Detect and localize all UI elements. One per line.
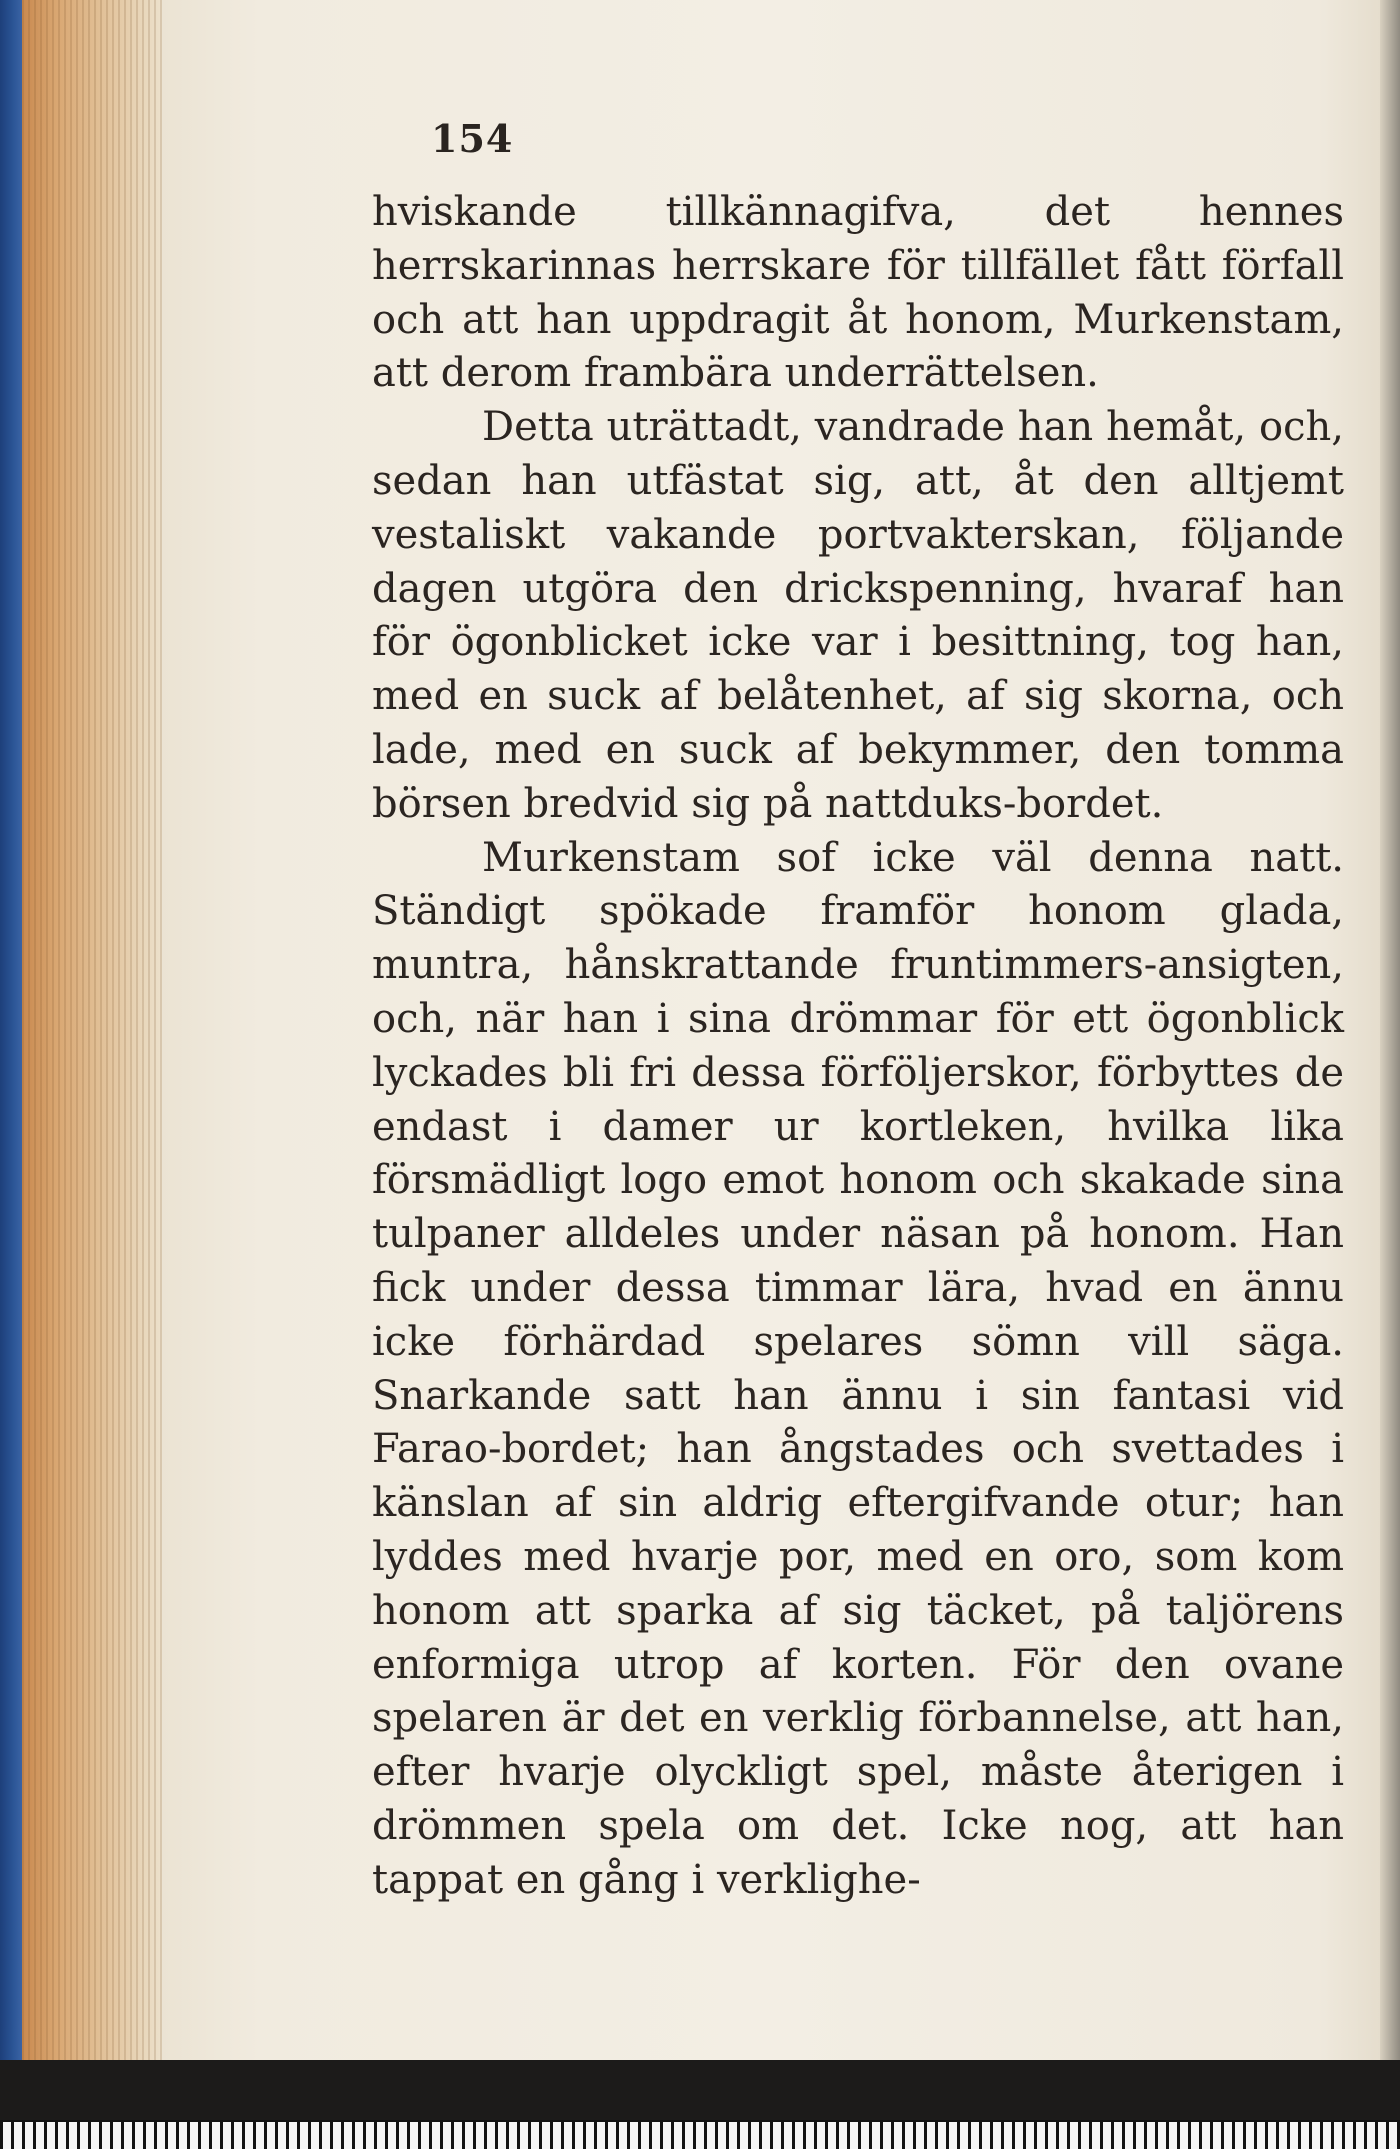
scan-bottom-bar xyxy=(0,2060,1400,2120)
page-text xyxy=(372,186,1344,1908)
page-number: 154 xyxy=(431,116,514,161)
scan-ruler xyxy=(0,2120,1400,2149)
paragraph: Murkenstam sof icke väl denna natt. Ständigt spökade framför honom glada, muntra, hånskrattande fruntimmers-ansigten, och, när han i sina drömmar för ett ögonblick lyckades bli fri dessa förföljerskor, förbyttes de endast i damer ur kortleken, hvilka lika försmädligt logo emot honom och skakade sina tulpaner alldeles under näsan på honom. Han fick under dessa timmar lära, hvad en ännu icke förhärdad spelares sömn vill säga. Snarkande satt han ännu i sin fantasi vid Farao-bordet; han ångstades och svettades i känslan af sin aldrig eftergifvande otur; han lyddes med hvarje por, med en oro, som kom honom att sparka af sig täcket, på taljörens enformiga utrop af korten. För den ovane spelaren är det en verklig förbannelse, att han, efter hvarje olyckligt spel, måste återigen i drömmen spela om det. Icke nog, att han tappat en gång i verklighe- xyxy=(372,834,1344,1903)
page-block-edges xyxy=(22,0,162,2060)
paragraph: hviskande tillkännagifva, det hennes herrskarinnas herrskare för tillfället fått förfall och att han uppdragit åt honom, Murkenstam, att derom frambära underrättelsen. xyxy=(372,189,1344,397)
page-right-edge xyxy=(1380,0,1400,2060)
book-cover-edge xyxy=(0,0,22,2060)
paragraph: Detta uträttadt, vandrade han hemåt, och, sedan han utfästat sig, att, åt den alltjemt vestaliskt vakande portvakterskan, följande dagen utgöra den drickspenning, hvaraf han för ögonblicket icke var i besittning, tog han, med en suck af belåtenhet, af sig skorna, och lade, med en suck af bekymmer, den tomma börsen bredvid sig på nattduks-bordet. xyxy=(372,404,1344,827)
